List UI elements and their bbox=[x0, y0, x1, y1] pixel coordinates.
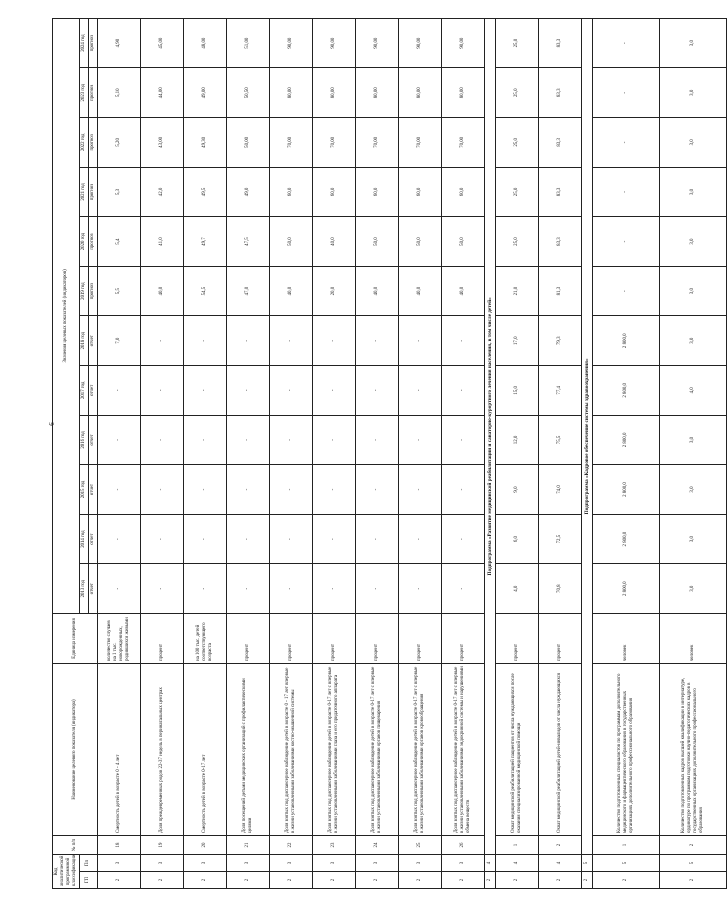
subprogram-title: Подпрограмма «Развитие медицинской реабилитации и санаторно-курортного лечения населения, в том числе детей» bbox=[484, 18, 495, 854]
status-header: прогноз bbox=[88, 18, 97, 68]
year-header: 2015 год bbox=[79, 465, 88, 515]
value-cell: - bbox=[269, 415, 312, 465]
value-cell: 49,00 bbox=[183, 68, 226, 118]
value-cell: - bbox=[140, 415, 183, 465]
table-row bbox=[538, 18, 581, 888]
gp-cell: 2 bbox=[183, 872, 226, 889]
value-cell: - bbox=[97, 366, 140, 416]
subprogram-title: Подпрограмма «Кадровое обеспечение системы здравоохранения» bbox=[581, 18, 592, 854]
value-cell: 3,0 bbox=[659, 564, 726, 614]
value-cell: 81,3 bbox=[538, 266, 581, 316]
value-cell: 3,0 bbox=[659, 266, 726, 316]
value-cell: 80,00 bbox=[398, 68, 441, 118]
value-cell: - bbox=[226, 465, 269, 515]
value-cell: 3,0 bbox=[659, 18, 726, 68]
value-cell: 90,00 bbox=[269, 18, 312, 68]
value-cell: 90,00 bbox=[398, 18, 441, 68]
value-cell: - bbox=[355, 564, 398, 614]
table-row bbox=[226, 18, 269, 888]
value-cell: 25,0 bbox=[495, 217, 538, 267]
value-cell: 40,0 bbox=[398, 266, 441, 316]
indicator-name-cell: Охват медицинской реабилитацией детей-инвалидов от числа нуждающихся bbox=[538, 664, 581, 836]
table-row bbox=[398, 18, 441, 888]
value-cell: 21,0 bbox=[495, 266, 538, 316]
status-header: отчет bbox=[88, 564, 97, 614]
num-cell: 25 bbox=[398, 836, 441, 855]
value-cell: - bbox=[355, 415, 398, 465]
value-cell: 5,4 bbox=[97, 217, 140, 267]
value-cell: - bbox=[226, 415, 269, 465]
indicator-name-cell: Смертность детей в возрасте 0-17 лет bbox=[183, 664, 226, 836]
value-cell: 90,00 bbox=[312, 18, 355, 68]
pp-cell: 3 bbox=[269, 855, 312, 872]
year-header: 2018 год bbox=[79, 316, 88, 366]
indicator-name-cell: Доля взятых под диспансерное наблюдение детей в возрасте 0-17 лет с впервые в жизни установленными заболеваниями эндокринной системы и нарушениями обмена веществ bbox=[441, 664, 484, 836]
value-cell: 9,0 bbox=[495, 465, 538, 515]
pp-cell: 3 bbox=[183, 855, 226, 872]
pp-cell: 5 bbox=[659, 855, 726, 872]
value-cell: - bbox=[269, 465, 312, 515]
value-cell: 25,0 bbox=[495, 18, 538, 68]
pp-cell: 4 bbox=[538, 855, 581, 872]
value-cell: 80,00 bbox=[312, 68, 355, 118]
value-cell: 2 800,0 bbox=[592, 366, 659, 416]
value-cell: - bbox=[226, 564, 269, 614]
gp-cell: 2 bbox=[140, 872, 183, 889]
value-cell: 2 800,0 bbox=[592, 415, 659, 465]
num-cell: 24 bbox=[355, 836, 398, 855]
value-cell: - bbox=[441, 316, 484, 366]
value-cell: - bbox=[226, 316, 269, 366]
value-cell: 50,00 bbox=[226, 118, 269, 168]
gp-cell: 2 bbox=[97, 872, 140, 889]
value-cell: 90,00 bbox=[355, 18, 398, 68]
value-cell: - bbox=[312, 564, 355, 614]
indicator-name-cell: Смертность детей в возрасте 0 - 4 лет bbox=[97, 664, 140, 836]
value-cell: - bbox=[441, 366, 484, 416]
gp-cell: 2 bbox=[441, 872, 484, 889]
value-cell: 79,3 bbox=[538, 316, 581, 366]
pp-cell: 5 bbox=[581, 855, 592, 872]
value-cell: 3,0 bbox=[659, 415, 726, 465]
subprogram-row bbox=[581, 18, 592, 888]
value-cell: 20,0 bbox=[312, 266, 355, 316]
num-cell: 19 bbox=[140, 836, 183, 855]
status-header: отчет bbox=[88, 316, 97, 366]
gp-cell: 2 bbox=[312, 872, 355, 889]
value-cell: 25,0 bbox=[495, 68, 538, 118]
value-cell: - bbox=[592, 167, 659, 217]
value-cell: - bbox=[226, 514, 269, 564]
value-cell: 5,20 bbox=[97, 118, 140, 168]
values-group-header: Значения целевых показателей (индикаторов) bbox=[53, 18, 80, 613]
value-cell: 47,0 bbox=[226, 266, 269, 316]
num-cell: 21 bbox=[226, 836, 269, 855]
name-header: Наименование целевого показателя (индикатора) bbox=[53, 664, 98, 836]
num-cell: 1 bbox=[495, 836, 538, 855]
pp-header: Пп bbox=[79, 855, 97, 872]
value-cell: - bbox=[398, 415, 441, 465]
num-cell: 23 bbox=[312, 836, 355, 855]
subprogram-row bbox=[484, 18, 495, 888]
table-row bbox=[659, 18, 726, 888]
value-cell: 49,5 bbox=[183, 167, 226, 217]
value-cell: 4,0 bbox=[659, 366, 726, 416]
value-cell: 60,0 bbox=[441, 167, 484, 217]
value-cell: 49,0 bbox=[226, 167, 269, 217]
pp-cell: 3 bbox=[441, 855, 484, 872]
value-cell: 12,0 bbox=[495, 415, 538, 465]
value-cell: - bbox=[183, 514, 226, 564]
value-cell: 75,5 bbox=[538, 415, 581, 465]
gp-cell: 2 bbox=[398, 872, 441, 889]
table-row bbox=[183, 18, 226, 888]
value-cell: 15,0 bbox=[495, 366, 538, 416]
value-cell: - bbox=[183, 415, 226, 465]
pp-cell: 3 bbox=[226, 855, 269, 872]
year-header: 2016 год bbox=[79, 415, 88, 465]
value-cell: 70,8 bbox=[538, 564, 581, 614]
unit-cell: процент bbox=[398, 614, 441, 664]
value-cell: - bbox=[592, 68, 659, 118]
year-header: 2014 год bbox=[79, 514, 88, 564]
unit-cell: человек bbox=[659, 614, 726, 664]
value-cell: - bbox=[226, 366, 269, 416]
table-row bbox=[312, 18, 355, 888]
value-cell: 48,00 bbox=[183, 18, 226, 68]
status-header: прогноз bbox=[88, 167, 97, 217]
table-row bbox=[495, 18, 538, 888]
value-cell: 2 800,0 bbox=[592, 514, 659, 564]
pp-cell: 3 bbox=[355, 855, 398, 872]
value-cell: - bbox=[97, 465, 140, 515]
value-cell: 80,00 bbox=[441, 68, 484, 118]
value-cell: - bbox=[269, 564, 312, 614]
num-cell: 18 bbox=[97, 836, 140, 855]
code-group-header: Код аналитической программной классификации bbox=[53, 855, 80, 889]
value-cell: 70,00 bbox=[355, 118, 398, 168]
value-cell: - bbox=[312, 316, 355, 366]
value-cell: - bbox=[269, 316, 312, 366]
year-header: 2017 год bbox=[79, 366, 88, 416]
value-cell: - bbox=[398, 564, 441, 614]
pp-cell: 4 bbox=[484, 855, 495, 872]
unit-cell: процент bbox=[538, 614, 581, 664]
status-header: отчет bbox=[88, 465, 97, 515]
value-cell: 2 800,0 bbox=[592, 564, 659, 614]
year-header: 2013 год bbox=[79, 564, 88, 614]
pp-cell: 3 bbox=[312, 855, 355, 872]
unit-cell: процент bbox=[441, 614, 484, 664]
value-cell: - bbox=[592, 118, 659, 168]
value-cell: 2 800,0 bbox=[592, 465, 659, 515]
value-cell: - bbox=[97, 564, 140, 614]
value-cell: 25,0 bbox=[495, 167, 538, 217]
value-cell: 49,30 bbox=[183, 118, 226, 168]
value-cell: 5,3 bbox=[97, 167, 140, 217]
value-cell: - bbox=[312, 415, 355, 465]
value-cell: 83,3 bbox=[538, 68, 581, 118]
num-cell: 2 bbox=[538, 836, 581, 855]
value-cell: 49,7 bbox=[183, 217, 226, 267]
value-cell: - bbox=[592, 18, 659, 68]
value-cell: 5,10 bbox=[97, 68, 140, 118]
status-header: отчет bbox=[88, 514, 97, 564]
value-cell: - bbox=[312, 514, 355, 564]
table-row bbox=[269, 18, 312, 888]
value-cell: 50,0 bbox=[269, 217, 312, 267]
value-cell: - bbox=[441, 415, 484, 465]
value-cell: - bbox=[140, 316, 183, 366]
gp-header: ГП bbox=[79, 872, 97, 889]
value-cell: 80,00 bbox=[355, 68, 398, 118]
value-cell: 70,00 bbox=[312, 118, 355, 168]
gp-cell: 2 bbox=[659, 872, 726, 889]
value-cell: - bbox=[398, 514, 441, 564]
table-row bbox=[355, 18, 398, 888]
value-cell: 3,0 bbox=[659, 217, 726, 267]
year-header: 2024 год bbox=[79, 18, 88, 68]
value-cell: 72,5 bbox=[538, 514, 581, 564]
value-cell: 54,5 bbox=[183, 266, 226, 316]
value-cell: 3,0 bbox=[659, 68, 726, 118]
value-cell: 77,4 bbox=[538, 366, 581, 416]
pp-cell: 5 bbox=[592, 855, 659, 872]
unit-header: Единица измерения bbox=[53, 614, 98, 664]
gp-cell: 2 bbox=[226, 872, 269, 889]
gp-cell: 2 bbox=[269, 872, 312, 889]
unit-cell: на 100 тыс. детей соответствующего возраста bbox=[183, 614, 226, 664]
pp-cell: 3 bbox=[398, 855, 441, 872]
unit-cell: количество случаев на 1 тыс. новорожденных, родившихся живыми bbox=[97, 614, 140, 664]
status-header: прогноз bbox=[88, 68, 97, 118]
value-cell: - bbox=[97, 514, 140, 564]
value-cell: 3,0 bbox=[659, 118, 726, 168]
table-row bbox=[97, 18, 140, 888]
value-cell: 60,0 bbox=[312, 167, 355, 217]
value-cell: 83,3 bbox=[538, 118, 581, 168]
status-header: прогноз bbox=[88, 118, 97, 168]
value-cell: - bbox=[269, 514, 312, 564]
gp-cell: 2 bbox=[592, 872, 659, 889]
value-cell: - bbox=[183, 564, 226, 614]
unit-cell: процент bbox=[140, 614, 183, 664]
value-cell: 3,0 bbox=[659, 316, 726, 366]
unit-cell: процент bbox=[226, 614, 269, 664]
value-cell: 7,0 bbox=[97, 316, 140, 366]
table-row bbox=[441, 18, 484, 888]
value-cell: - bbox=[441, 465, 484, 515]
value-cell: 42,0 bbox=[140, 167, 183, 217]
year-header: 2022 год bbox=[79, 118, 88, 168]
value-cell: - bbox=[312, 465, 355, 515]
num-cell: 1 bbox=[592, 836, 659, 855]
value-cell: 83,3 bbox=[538, 18, 581, 68]
value-cell: 44,00 bbox=[140, 68, 183, 118]
indicator-name-cell: Доля взятых под диспансерное наблюдение детей в возрасте 0-17 лет с впервые в жизни установленными заболеваниями органов кровообращения bbox=[398, 664, 441, 836]
indicator-name-cell: Доля взятых под диспансерное наблюдение детей в возрасте 0-17 лет с впервые в жизни установленными заболеваниями глаза и его придаточного аппарата bbox=[312, 664, 355, 836]
value-cell: - bbox=[355, 316, 398, 366]
indicator-name-cell: Охват медицинской реабилитацией пациентов от числа нуждающихся после оказания специализированной медицинской помощи bbox=[495, 664, 538, 836]
unit-cell: человек bbox=[592, 614, 659, 664]
value-cell: 45,00 bbox=[140, 18, 183, 68]
value-cell: 2 800,0 bbox=[592, 316, 659, 366]
year-header: 2023 год bbox=[79, 68, 88, 118]
value-cell: - bbox=[140, 465, 183, 515]
table-row bbox=[140, 18, 183, 888]
indicator-name-cell: Доля преждевременных родов 22-37 недель в перинатальных центрах bbox=[140, 664, 183, 836]
value-cell: - bbox=[140, 366, 183, 416]
value-cell: 6,0 bbox=[495, 514, 538, 564]
indicators-table-wrapper bbox=[52, 19, 705, 889]
value-cell: 70,00 bbox=[441, 118, 484, 168]
value-cell: 3,0 bbox=[659, 167, 726, 217]
value-cell: 40,0 bbox=[312, 217, 355, 267]
value-cell: 3,0 bbox=[659, 514, 726, 564]
gp-cell: 2 bbox=[581, 872, 592, 889]
value-cell: - bbox=[183, 366, 226, 416]
pp-cell: 4 bbox=[495, 855, 538, 872]
num-cell: 22 bbox=[269, 836, 312, 855]
value-cell: - bbox=[269, 366, 312, 416]
unit-cell: процент bbox=[312, 614, 355, 664]
indicator-name-cell: Доля взятых под диспансерное наблюдение детей в возрасте 0 - 17 лет впервые в жизни установленными заболеваниями костно-мышечной системы bbox=[269, 664, 312, 836]
value-cell: 70,00 bbox=[398, 118, 441, 168]
value-cell: 17,0 bbox=[495, 316, 538, 366]
gp-cell: 2 bbox=[495, 872, 538, 889]
value-cell: 60,0 bbox=[269, 167, 312, 217]
value-cell: 40,0 bbox=[441, 266, 484, 316]
status-header: отчет bbox=[88, 366, 97, 416]
value-cell: 83,3 bbox=[538, 217, 581, 267]
num-cell: 2 bbox=[659, 836, 726, 855]
value-cell: 74,0 bbox=[538, 465, 581, 515]
value-cell: 40,0 bbox=[140, 266, 183, 316]
value-cell: 47,5 bbox=[226, 217, 269, 267]
value-cell: - bbox=[441, 564, 484, 614]
gp-cell: 2 bbox=[538, 872, 581, 889]
value-cell: 80,00 bbox=[269, 68, 312, 118]
indicator-name-cell: Количество подготовленных кадров высшей квалификации в интернатуре, ординатуре по программам подготовки научно-педагогических кадров в государственных организациях дополнительного профессионального образования bbox=[659, 664, 726, 836]
value-cell: 41,0 bbox=[140, 217, 183, 267]
value-cell: 83,3 bbox=[538, 167, 581, 217]
value-cell: - bbox=[97, 415, 140, 465]
value-cell: - bbox=[312, 366, 355, 416]
value-cell: 60,0 bbox=[398, 167, 441, 217]
indicator-name-cell: Количество подготовленных специалистов по программам дополнительного медицинского и фармацевтического образования в государственных организациях дополнительного профессионального образования bbox=[592, 664, 659, 836]
value-cell: 50,0 bbox=[355, 217, 398, 267]
value-cell: 25,0 bbox=[495, 118, 538, 168]
value-cell: - bbox=[592, 217, 659, 267]
value-cell: 40,0 bbox=[355, 266, 398, 316]
status-header: прогноз bbox=[88, 266, 97, 316]
unit-cell: процент bbox=[495, 614, 538, 664]
table-row bbox=[592, 18, 659, 888]
value-cell: - bbox=[355, 366, 398, 416]
indicators-table bbox=[52, 18, 727, 889]
value-cell: 51,00 bbox=[226, 18, 269, 68]
num-header: № п/п bbox=[53, 836, 98, 855]
value-cell: 90,00 bbox=[441, 18, 484, 68]
year-header: 2020 год bbox=[79, 217, 88, 267]
value-cell: - bbox=[355, 465, 398, 515]
value-cell: - bbox=[140, 564, 183, 614]
value-cell: 4,90 bbox=[97, 18, 140, 68]
pp-cell: 3 bbox=[97, 855, 140, 872]
status-header: отчет bbox=[88, 415, 97, 465]
year-header: 2019 год bbox=[79, 266, 88, 316]
value-cell: 4,0 bbox=[495, 564, 538, 614]
value-cell: 40,0 bbox=[269, 266, 312, 316]
indicator-name-cell: Доля посещений детьми медицинских организаций с профилактическими целями bbox=[226, 664, 269, 836]
value-cell: - bbox=[398, 465, 441, 515]
value-cell: 5,5 bbox=[97, 266, 140, 316]
value-cell: - bbox=[592, 266, 659, 316]
value-cell: - bbox=[183, 465, 226, 515]
num-cell: 20 bbox=[183, 836, 226, 855]
year-header: 2021 год bbox=[79, 167, 88, 217]
value-cell: - bbox=[398, 366, 441, 416]
gp-cell: 2 bbox=[484, 872, 495, 889]
value-cell: - bbox=[140, 514, 183, 564]
value-cell: 50,0 bbox=[398, 217, 441, 267]
unit-cell: процент bbox=[269, 614, 312, 664]
value-cell: 70,00 bbox=[269, 118, 312, 168]
value-cell: - bbox=[441, 514, 484, 564]
value-cell: - bbox=[398, 316, 441, 366]
value-cell: 3,0 bbox=[659, 465, 726, 515]
value-cell: 50,0 bbox=[441, 217, 484, 267]
value-cell: 43,00 bbox=[140, 118, 183, 168]
value-cell: - bbox=[183, 316, 226, 366]
num-cell: 26 bbox=[441, 836, 484, 855]
value-cell: - bbox=[355, 514, 398, 564]
status-header: прогноз bbox=[88, 217, 97, 267]
value-cell: 60,0 bbox=[355, 167, 398, 217]
gp-cell: 2 bbox=[355, 872, 398, 889]
indicator-name-cell: Доля взятых под диспансерное наблюдение детей в возрасте 0-17 лет с впервые в жизни установленными заболеваниями органов пищеварения bbox=[355, 664, 398, 836]
unit-cell: процент bbox=[355, 614, 398, 664]
value-cell: 50,50 bbox=[226, 68, 269, 118]
pp-cell: 3 bbox=[140, 855, 183, 872]
page-number: 6 bbox=[47, 422, 56, 426]
